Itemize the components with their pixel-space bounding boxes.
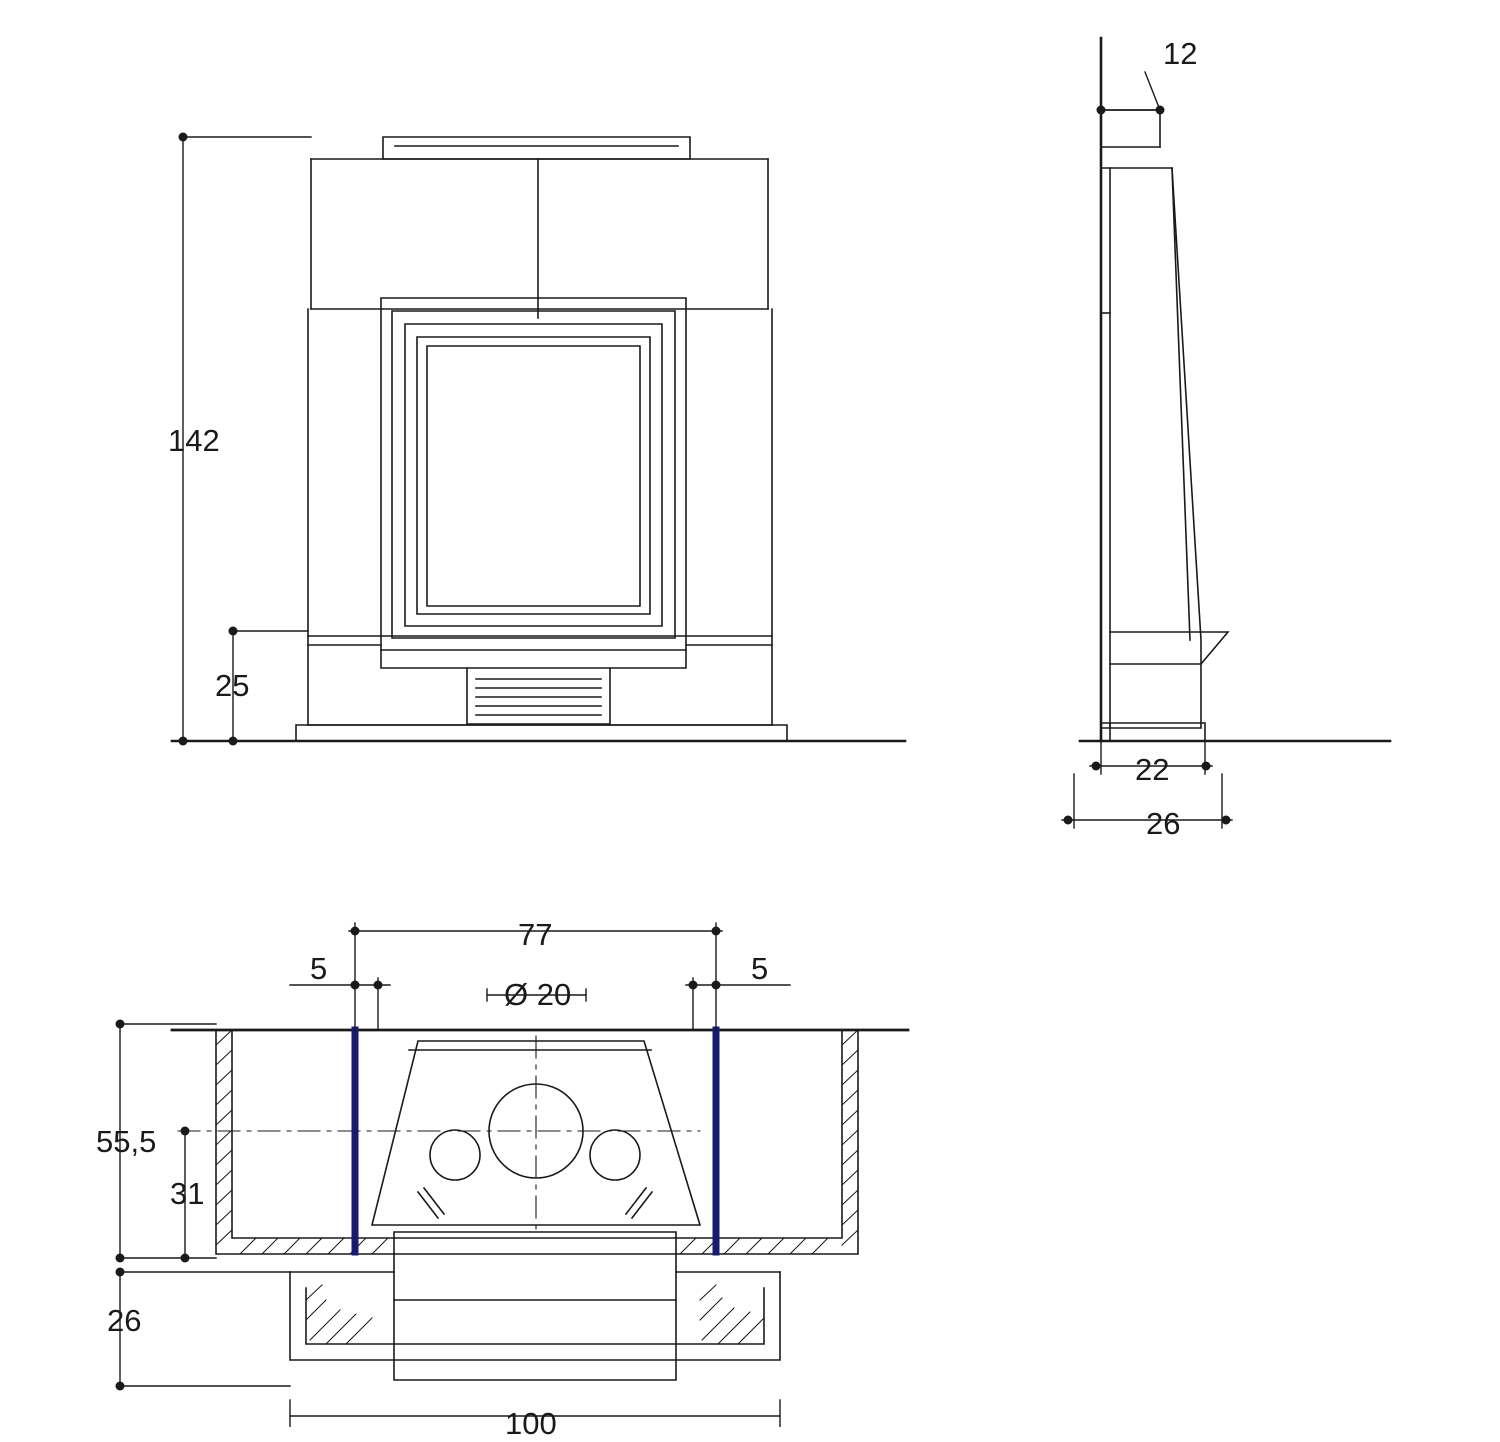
dim-plan-offset-right: 5 [751,951,769,986]
dim-plan-depth-31: 31 [170,1176,205,1211]
side-dimension-lines [1062,72,1232,828]
dim-plan-flue-diameter: Ø 20 [504,977,572,1012]
side-elevation-geometry [1080,38,1390,741]
dim-side-flue-offset: 12 [1163,36,1198,71]
plan-section-geometry [172,1030,908,1380]
dim-plan-width-77: 77 [518,917,553,952]
dim-plan-depth-26: 26 [107,1303,142,1338]
dim-side-depth-body: 22 [1135,752,1170,787]
dim-plan-width-bottom: 100 [505,1406,557,1441]
dim-front-base-height: 25 [215,668,250,703]
front-elevation-geometry [172,137,905,741]
dim-plan-offset-left: 5 [310,951,328,986]
dim-side-depth-total: 26 [1146,806,1181,841]
dim-plan-depth-55-5: 55,5 [96,1124,157,1159]
dim-front-total-height: 142 [168,423,220,458]
